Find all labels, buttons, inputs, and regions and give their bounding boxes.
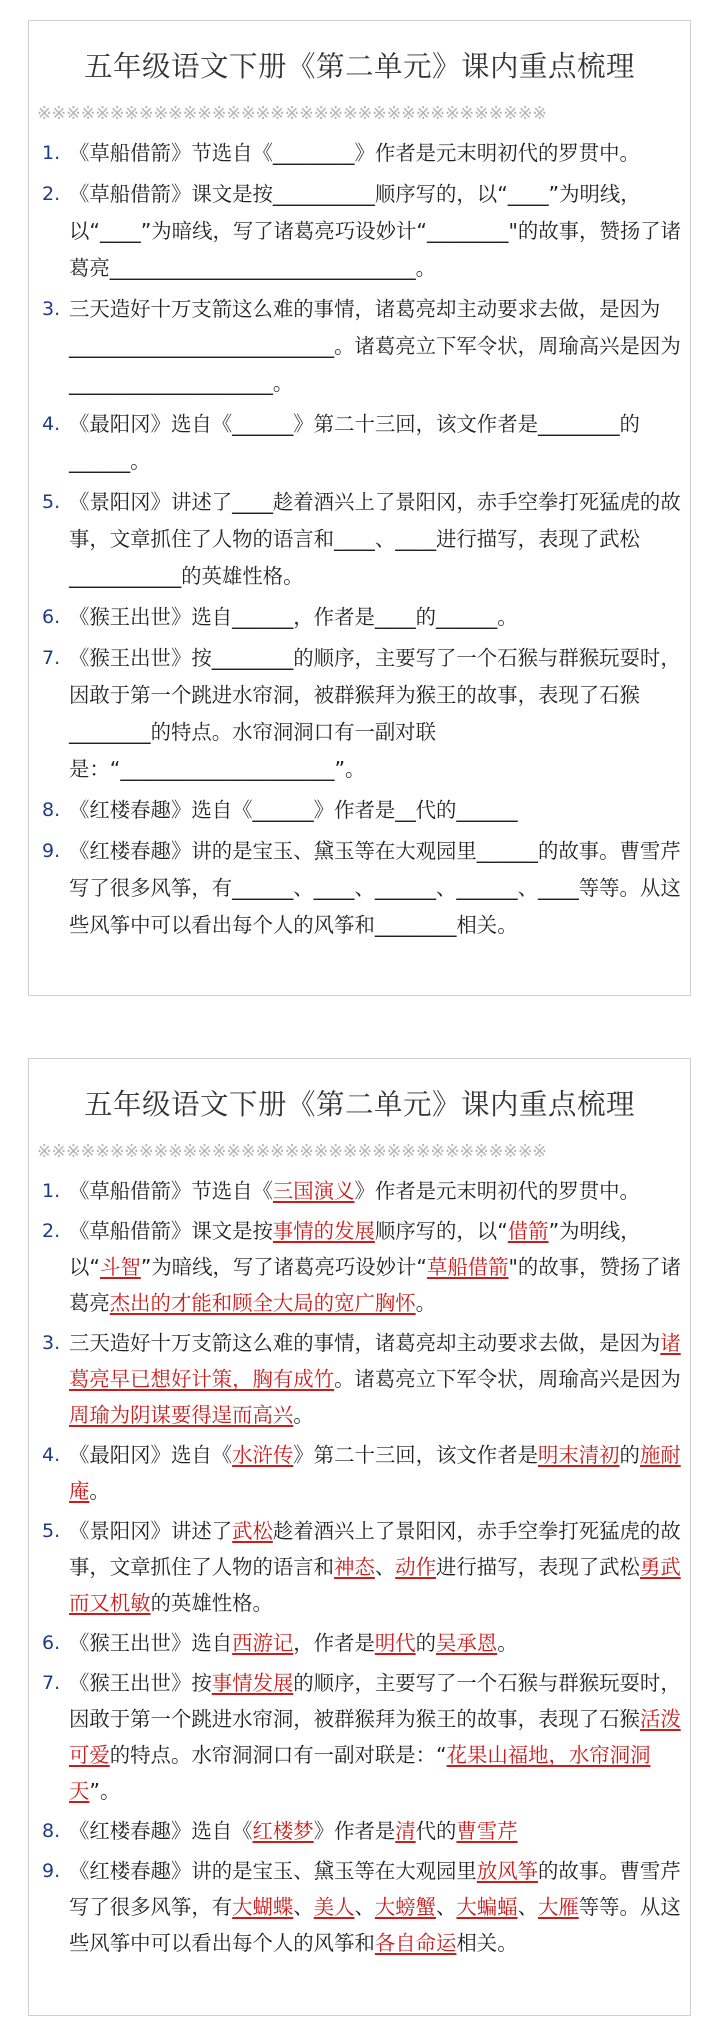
question-text: 《草船借箭》课文是按	[69, 1219, 273, 1243]
answer-item	[29, 1173, 690, 1209]
question-number: 9.	[42, 1860, 61, 1882]
question-number: 2.	[42, 1220, 61, 1242]
question-text: 趁着酒兴上了景阳冈，赤手空拳打死猛虎的故事，文章抓住了人物的语言和	[69, 1519, 681, 1579]
question-text: 的英雄性格。	[150, 1591, 273, 1615]
question-text: 》作者是	[313, 1819, 396, 1843]
question-item	[29, 484, 690, 595]
question-number: 3.	[42, 1332, 61, 1354]
question-text: 《猴王出世》选自	[69, 1631, 233, 1655]
answer-fill: 事情发展	[211, 1671, 294, 1695]
answer-item	[29, 1853, 690, 1961]
question-text: 《红楼春趣》选自《______》作者是__代的______	[69, 798, 518, 822]
question-number: 5.	[42, 491, 61, 513]
answer-fill: 武松	[232, 1519, 273, 1543]
answer-item	[29, 1325, 690, 1433]
answer-item	[29, 1213, 690, 1321]
question-text: ”为明线，以“	[69, 1219, 641, 1279]
question-text: 的	[415, 1631, 437, 1655]
question-text: 》作者是元末明初代的罗贯中。	[354, 1179, 640, 1203]
question-text: 进行描写，表现了武松	[436, 1555, 640, 1579]
answer-fill: 动作	[395, 1555, 437, 1579]
question-text: 《草船借箭》节选自《________》作者是元末明初代的罗贯中。	[69, 141, 640, 165]
question-item	[29, 176, 690, 287]
question-text: 、	[436, 1895, 457, 1919]
question-number: 1.	[42, 1180, 61, 1202]
question-number: 6.	[42, 1632, 61, 1654]
answer-fill: 曹雪芹	[456, 1819, 518, 1843]
question-item	[29, 599, 690, 636]
answer-item	[29, 1437, 690, 1509]
page-title: 五年级语文下册《第二单元》课内重点梳理	[83, 50, 635, 83]
answer-fill: 三国演义	[272, 1179, 355, 1203]
question-item	[29, 406, 690, 480]
question-text: 的故事。曹雪芹写了很多风筝，有	[69, 1859, 681, 1919]
question-text: 《猴王出世》按________的顺序，主要写了一个石猴与群猴玩耍时，因敢于第一个跳进水帘洞，被群猴拜为猴王的故事，表现了石猴________的特点。水帘洞洞口有一副对联是：“_____________________”。	[69, 646, 681, 781]
answer-fill: 花果山福地，水帘洞洞天	[69, 1743, 651, 1803]
question-text: 。	[497, 1631, 518, 1655]
question-text: 的顺序，主要写了一个石猴与群猴玩耍时，因敢于第一个跳进水帘洞，被群猴拜为猴王的故事，表现了石猴	[69, 1671, 681, 1731]
answer-fill: 吴承恩	[436, 1631, 498, 1655]
answer-fill: 各自命运	[374, 1931, 457, 1955]
question-number: 8.	[42, 799, 61, 821]
question-text: 。	[415, 1291, 437, 1315]
question-number: 7.	[42, 647, 61, 669]
answer-fill: 杰出的才能和顾全大局的宽广胸怀	[109, 1291, 416, 1315]
answer-fill: 明末清初	[537, 1443, 620, 1467]
worksheet-blank	[28, 20, 691, 996]
question-number: 7.	[42, 1672, 61, 1694]
question-list	[29, 135, 690, 944]
question-text: 《最阳冈》选自《	[69, 1443, 233, 1467]
question-text: 三天造好十万支箭这么难的事情，诸葛亮却主动要求去做，是因为	[69, 1331, 661, 1355]
answer-fill: 草船借箭	[426, 1255, 509, 1279]
answer-fill: 大蝴蝶	[232, 1895, 294, 1919]
question-text: ，作者是	[293, 1631, 375, 1655]
question-item	[29, 792, 690, 829]
answer-fill: 明代	[374, 1631, 416, 1655]
answer-fill: 施耐庵	[69, 1443, 681, 1503]
question-text: 《红楼春趣》选自《	[69, 1819, 253, 1843]
answer-fill: 借箭	[507, 1219, 549, 1243]
question-text: 《红楼春趣》讲的是宝玉、黛玉等在大观园里______的故事。曹雪芹写了很多风筝，有______、____、______、______、____等等。从这些风筝中可以看出每个人的风筝和________相关。	[69, 839, 681, 937]
answer-fill: 活泼可爱	[69, 1707, 681, 1767]
question-text: 《草船借箭》课文是按__________顺序写的，以“____”为明线，以“____”为暗线，写了诸葛亮巧设妙计“________"的故事，赞扬了诸葛亮______________________________。	[69, 182, 682, 280]
answer-fill: 水浒传	[232, 1443, 294, 1467]
question-number: 2.	[42, 183, 61, 205]
answer-item	[29, 1513, 690, 1621]
answer-item	[29, 1625, 690, 1661]
answer-fill: 放风筝	[476, 1859, 538, 1883]
answer-fill: 神态	[334, 1555, 375, 1579]
question-text: 。	[89, 1479, 110, 1503]
answer-fill: 美人	[313, 1895, 355, 1919]
question-number: 5.	[42, 1520, 61, 1542]
answer-list	[29, 1173, 690, 1961]
answer-fill: 大蝙蝠	[456, 1895, 518, 1919]
answer-fill: 红楼梦	[252, 1819, 314, 1843]
answer-fill: 大螃蟹	[374, 1895, 437, 1919]
question-text: 《猴王出世》按	[69, 1671, 212, 1695]
question-text: 《景阳冈》讲述了____趁着酒兴上了景阳冈，赤手空拳打死猛虎的故事，文章抓住了人物的语言和____、____进行描写，表现了武松___________的英雄性格。	[69, 490, 681, 588]
question-text: 代的	[415, 1819, 457, 1843]
question-text: 《草船借箭》节选自《	[69, 1179, 273, 1203]
question-text: 《红楼春趣》讲的是宝玉、黛玉等在大观园里	[69, 1859, 477, 1883]
question-text: 的特点。水帘洞洞口有一副对联是：“	[109, 1743, 447, 1767]
answer-fill: 勇武而又机敏	[69, 1555, 681, 1615]
question-text: 、	[293, 1895, 314, 1919]
question-text: 《猴王出世》选自______，作者是____的______。	[69, 605, 518, 629]
question-number: 9.	[42, 840, 61, 862]
page-title: 五年级语文下册《第二单元》课内重点梳理	[83, 1088, 635, 1121]
question-text: 顺序写的，以“	[374, 1219, 508, 1243]
question-text: 《景阳冈》讲述了	[69, 1519, 233, 1543]
question-text: ”。	[89, 1779, 121, 1803]
question-item	[29, 135, 690, 172]
question-text: 。	[293, 1403, 314, 1427]
question-text: ”为暗线，写了诸葛亮巧设妙计“	[140, 1255, 427, 1279]
question-number: 1.	[42, 142, 61, 164]
decorative-divider: ※※※※※※※※※※※※※※※※※※※※※※※※※※※※※※※※※※※	[37, 104, 548, 124]
answer-fill: 斗智	[99, 1255, 141, 1279]
answer-item	[29, 1665, 690, 1809]
question-item	[29, 291, 690, 402]
answer-fill: 西游记	[232, 1631, 294, 1655]
answer-fill: 事情的发展	[272, 1219, 375, 1243]
question-text: 三天造好十万支箭这么难的事情，诸葛亮却主动要求去做，是因为__________________________。诸葛亮立下军令状，周瑜高兴是因为____________________。	[69, 297, 681, 395]
answer-fill: 清	[395, 1819, 416, 1843]
question-text: 、	[374, 1555, 396, 1579]
question-text: "的故事，赞扬了诸葛亮	[69, 1255, 682, 1315]
question-number: 3.	[42, 298, 61, 320]
question-number: 6.	[42, 606, 61, 628]
question-text: 、	[517, 1895, 538, 1919]
answer-item	[29, 1813, 690, 1849]
question-number: 4.	[42, 413, 61, 435]
decorative-divider: ※※※※※※※※※※※※※※※※※※※※※※※※※※※※※※※※※※※	[37, 1142, 548, 1162]
question-item	[29, 833, 690, 944]
question-item	[29, 640, 690, 788]
question-number: 4.	[42, 1444, 61, 1466]
question-text: 等等。从这些风筝中可以看出每个人的风筝和	[69, 1895, 681, 1955]
answer-fill: 周瑜为阴谋要得逞而高兴	[69, 1403, 294, 1427]
question-text: 、	[354, 1895, 375, 1919]
question-text: 《最阳冈》选自《______》第二十三回，该文作者是________的______。	[69, 412, 640, 473]
question-number: 8.	[42, 1820, 61, 1842]
answer-fill: 大雁	[537, 1895, 579, 1919]
question-text: 相关。	[456, 1931, 518, 1955]
answer-fill: 诸葛亮早已想好计策，胸有成竹	[69, 1331, 681, 1391]
question-text: 的	[619, 1443, 640, 1467]
question-text: 。诸葛亮立下军令状，周瑜高兴是因为	[334, 1367, 681, 1391]
worksheet-answers	[28, 1058, 691, 2016]
question-text: 》第二十三回，该文作者是	[293, 1443, 538, 1467]
